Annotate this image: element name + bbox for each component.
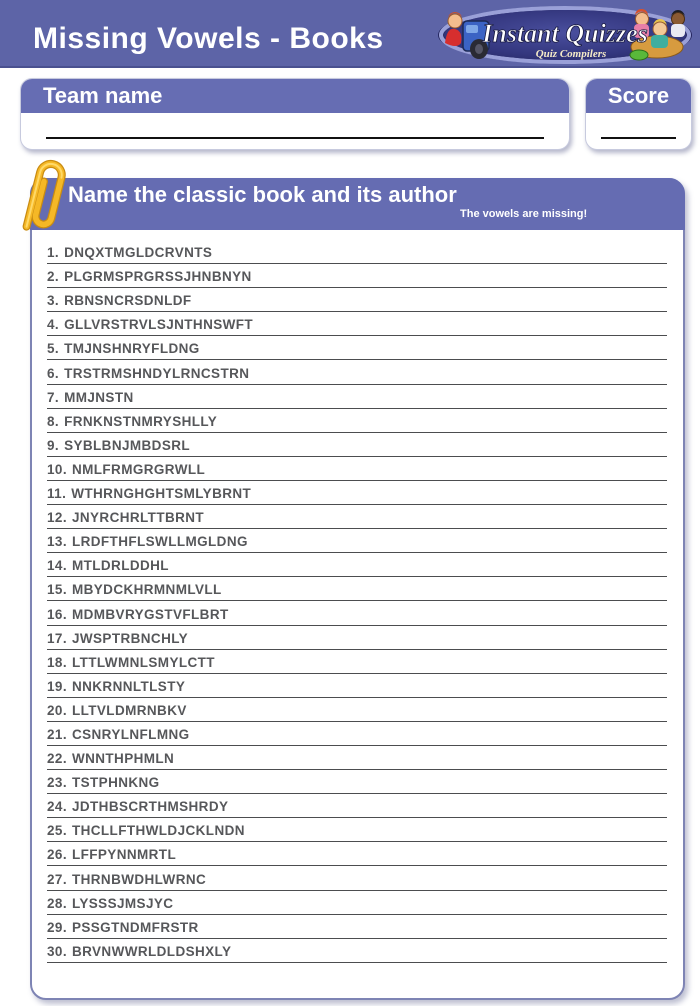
question-row [47,794,667,818]
question-row [47,481,667,505]
question-text: MMJNSTN [64,389,134,405]
question-text: LTTLWMNLSMYLCTT [71,654,215,670]
question-row [47,939,667,963]
question-number: 20. [47,702,67,718]
question-row [47,577,667,601]
question-number: 22. [47,751,67,767]
question-text: WTHRNGHGHTSMLYBRNT [71,486,252,502]
question-row [47,312,667,336]
question-row [47,553,667,577]
question-number: 19. [47,678,67,694]
question-text: WNNTHPHMLN [71,751,175,767]
quiz-note: The vowels are missing! [460,208,588,220]
question-number: 6. [47,365,60,381]
quiz-heading: Name the classic book and its author [68,182,457,207]
question-text: PLGRMSPRGRSSJHNBNYN [64,269,252,285]
question-number: 30. [47,943,67,959]
question-text: LLTVLDMRNBKV [71,702,187,718]
question-row [47,288,667,312]
question-row [47,505,667,529]
question-text: THRNBWDHLWRNC [71,871,207,887]
page-title: Missing Vowels - Books [33,22,384,55]
question-row [47,409,667,433]
team-name-label: Team name [21,79,569,113]
question-text: LFFPYNNMRTL [71,847,177,863]
question-text: FRNKNSTNMRYSHLLY [64,413,218,429]
question-number: 29. [47,919,67,935]
question-text: NMLFRMGRGRWLL [71,461,206,477]
question-row [47,866,667,890]
paperclip-icon [14,152,74,244]
question-row [47,842,667,866]
question-number: 5. [47,341,60,357]
logo-name-text: Instant Quizzes [482,19,648,48]
question-number: 7. [47,389,60,405]
question-row [47,746,667,770]
question-number: 4. [47,317,60,333]
question-number: 26. [47,847,67,863]
question-number: 3. [47,293,60,309]
logo-tagline-text: Quiz Compilers [535,48,607,60]
question-row [47,674,667,698]
question-number: 25. [47,823,67,839]
question-number: 28. [47,895,67,911]
question-number: 11. [47,486,67,502]
question-row [47,626,667,650]
question-row [47,457,667,481]
question-text: LRDFTHFLSWLLMGLDNG [71,534,248,550]
question-text: SYBLBNJMBDSRL [64,437,191,453]
question-text: BRVNWWRLDLDSHXLY [71,943,232,959]
question-text: MTLDRLDDHL [71,558,169,574]
question-number: 27. [47,871,67,887]
page-header [0,0,700,68]
question-row [47,601,667,625]
question-row [47,433,667,457]
question-text: LYSSSJMSJYC [71,895,174,911]
question-row [47,915,667,939]
question-row [47,650,667,674]
score-box [585,78,692,150]
question-number: 18. [47,654,67,670]
question-text: CSNRYLNFLMNG [71,726,190,742]
quiz-panel-header [30,178,685,230]
quiz-panel [30,178,685,1000]
question-text: MDMBVRYGSTVFLBRT [71,606,229,622]
question-text: RBNSNCRSDNLDF [64,293,192,309]
question-number: 13. [47,534,67,550]
question-text: TMJNSHNRYFLDNG [64,341,200,357]
question-row [47,770,667,794]
question-number: 10. [47,461,67,477]
question-number: 17. [47,630,67,646]
question-row [47,360,667,384]
question-text: TSTPHNKNG [71,775,160,791]
question-number: 2. [47,269,60,285]
team-name-box [20,78,570,150]
question-list [47,240,667,963]
question-text: THCLLFTHWLDJCKLNDN [71,823,245,839]
question-row [47,336,667,360]
question-text: JWSPTRBNCHLY [71,630,189,646]
question-row [47,818,667,842]
question-number: 16. [47,606,67,622]
score-write-line [601,137,676,139]
question-row [47,385,667,409]
instant-quizzes-logo [435,3,695,67]
question-text: GLLVRSTRVLSJNTHNSWFT [64,317,254,333]
question-text: PSSGTNDMFRSTR [71,919,199,935]
logo-graphic [435,3,695,67]
question-number: 21. [47,726,67,742]
question-row [47,529,667,553]
question-number: 9. [47,437,60,453]
question-number: 23. [47,775,67,791]
question-number: 1. [47,245,60,261]
question-number: 12. [47,510,67,526]
question-row [47,722,667,746]
question-text: NNKRNNLTLSTY [71,678,186,694]
question-row [47,891,667,915]
question-row [47,240,667,264]
question-text: MBYDCKHRMNMLVLL [71,582,222,598]
question-number: 14. [47,558,67,574]
question-text: DNQXTMGLDCRVNTS [64,245,213,261]
question-row [47,698,667,722]
team-name-write-line [46,137,544,139]
question-text: TRSTRMSHNDYLRNCSTRN [64,365,250,381]
question-number: 24. [47,799,67,815]
question-number: 15. [47,582,67,598]
score-label: Score [586,79,691,113]
question-text: JNYRCHRLTTBRNT [71,510,205,526]
question-number: 8. [47,413,60,429]
question-row [47,264,667,288]
question-text: JDTHBSCRTHMSHRDY [71,799,229,815]
